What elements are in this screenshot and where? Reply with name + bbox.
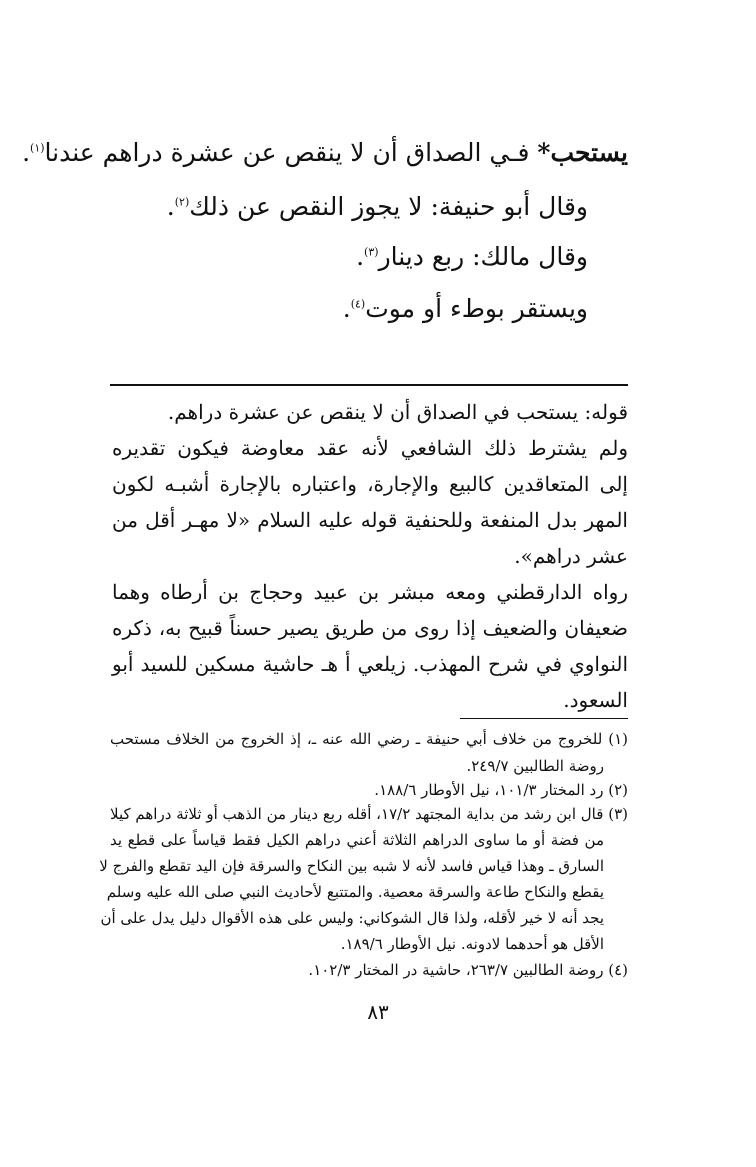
commentary-line-2: ولم يشترط ذلك الشافعي لأنه عقد معاوضة فيكون تقديره bbox=[112, 436, 628, 460]
main-line-3 bbox=[356, 242, 588, 271]
footnote-separator bbox=[460, 718, 628, 719]
footnote-ref-1[interactable]: (١) bbox=[30, 141, 45, 155]
main-line-1-bold-word: يستحب* bbox=[537, 138, 628, 167]
page-number: ٨٣ bbox=[367, 1000, 389, 1024]
commentary-line-4: المهر بدل المنفعة وللحنفية قوله عليه السلام «لا مهـر أقل من bbox=[112, 508, 628, 532]
main-line-4-end: . bbox=[342, 294, 351, 323]
main-line-2 bbox=[167, 192, 588, 221]
footnote-1-line-2: روضة الطالبين ٢٤٩/٧. bbox=[466, 757, 604, 775]
main-line-2-end: . bbox=[166, 192, 175, 221]
footnote-ref-3[interactable]: (٣) bbox=[364, 245, 379, 259]
footnote-ref-2[interactable]: (٢) bbox=[174, 195, 190, 209]
main-line-1 bbox=[22, 138, 628, 167]
commentary-line-7: ضعيفان والضعيف إذا روى من طريق يصير حسناً قبيح به، ذكره bbox=[112, 616, 628, 640]
footnote-ref-4[interactable]: (٤) bbox=[350, 297, 366, 311]
main-line-1-end: . bbox=[22, 138, 31, 167]
main-line-3-end: . bbox=[356, 242, 365, 271]
footnote-3-line-3: السارق ـ وهذا قياس فاسد لأنه لا شبه بين النكاح والسرقة فإن اليد تقطع والفرج لا bbox=[99, 857, 604, 875]
footnote-3-line-5: يجد أنه لا خير لأقله، ولذا قال الشوكاني: وليس على هذه الأقوال دليل يدل على أن bbox=[100, 909, 604, 927]
footnote-2: (٢) رد المختار ١٠١/٣، نيل الأوطار ١٨٨/٦. bbox=[374, 781, 628, 799]
commentary-line-5: عشر دراهم». bbox=[514, 544, 628, 568]
commentary-line-1: قوله: يستحب في الصداق أن لا ينقص عن عشرة دراهم. bbox=[167, 400, 628, 424]
commentary-line-8: النواوي في شرح المهذب. زيلعي أ هـ حاشية مسكين للسيد أبو bbox=[112, 652, 628, 676]
footnote-3-line-4: يقطع والنكاح طاعة والسرقة معصية. والمتتبع لأحاديث النبي صلى الله عليه وسلم bbox=[106, 883, 604, 901]
main-line-4-text: ويستقر بوطء أو موت bbox=[365, 294, 588, 323]
commentary-separator bbox=[110, 384, 628, 386]
footnote-4: (٤) روضة الطالبين ٢٦٣/٧، حاشية در المختار ١٠٢/٣. bbox=[308, 961, 628, 979]
main-line-4 bbox=[343, 294, 588, 323]
main-line-2-text: وقال أبو حنيفة: لا يجوز النقص عن ذلك bbox=[189, 192, 588, 221]
footnote-3-line-1: (٣) قال ابن رشد من بداية المجتهد ١٧/٢، أقله ربع دينار من الذهب أو ثلاثة دراهم كيلا bbox=[110, 805, 628, 823]
footnote-1-line-1: (١) للخروج من خلاف أبي حنيفة ـ رضي الله عنه ـ، إذ الخروج من الخلاف مستحب bbox=[110, 730, 628, 748]
main-line-3-text: وقال مالك: ربع دينار bbox=[378, 242, 588, 271]
footnote-3-line-2: من فضة أو ما ساوى الدراهم الثلاثة أعني دراهم الكيل فقط قياساً على قطع يد bbox=[110, 831, 604, 849]
commentary-line-9: السعود. bbox=[563, 688, 628, 712]
commentary-line-6: رواه الدارقطني ومعه مبشر بن عبيد وحجاج بن أرطاه وهما bbox=[112, 580, 628, 604]
main-line-1-text: فـي الصداق أن لا ينقص عن عشرة دراهم عندنا bbox=[44, 138, 538, 167]
commentary-line-3: إلى المتعاقدين كالبيع والإجارة، واعتباره بالإجارة أشبـه لكون bbox=[112, 472, 628, 496]
footnote-3-line-6: الأقل هو أحدهما لادونه. نيل الأوطار ١٨٩/٦. bbox=[340, 935, 604, 953]
